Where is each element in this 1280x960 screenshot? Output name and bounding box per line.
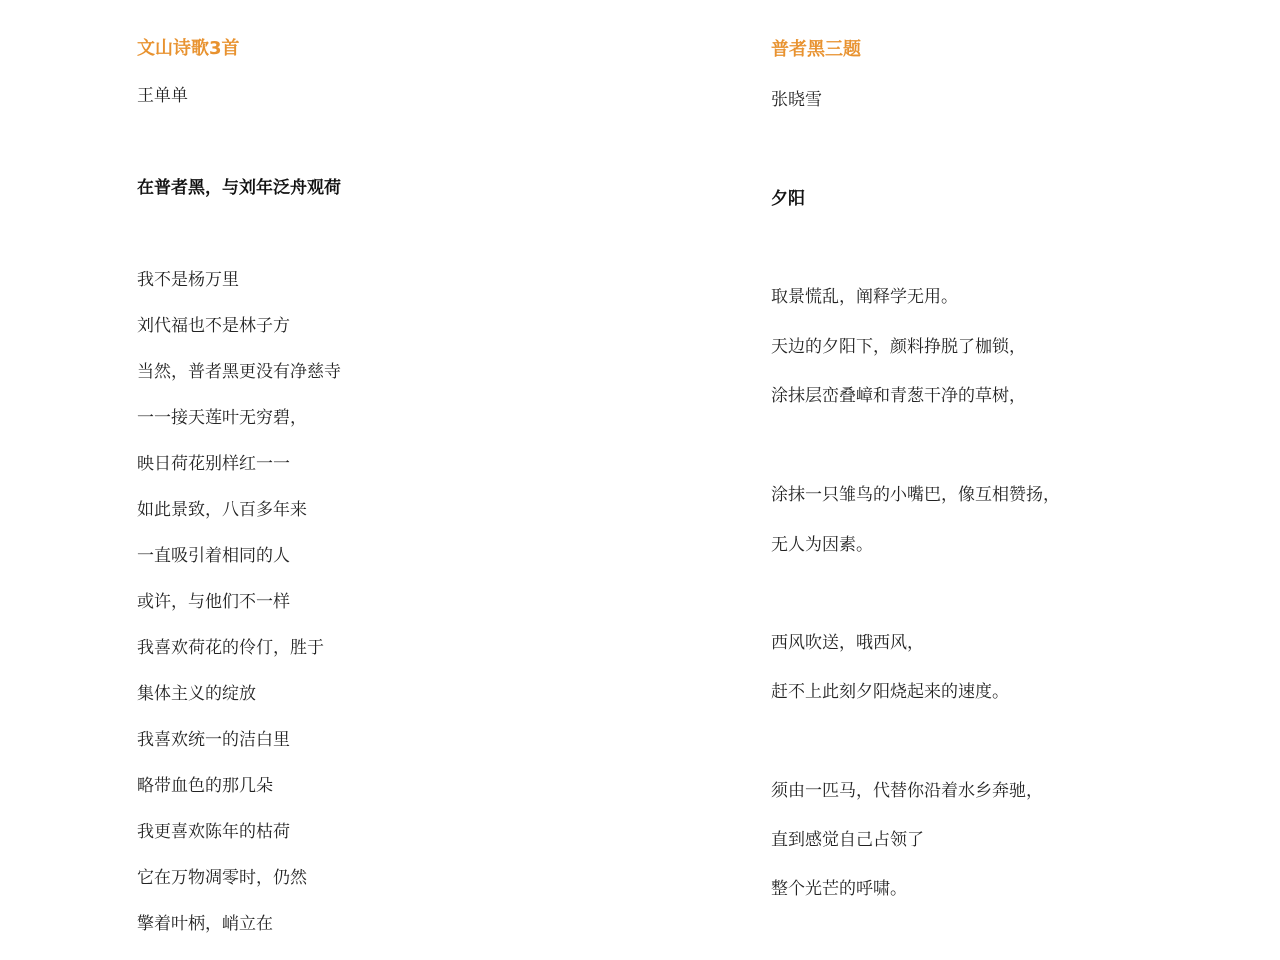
left-poem-line: 集体主义的绽放 [137,684,256,704]
left-poem-line: 或许，与他们不一样 [137,592,290,612]
right-poem-line: 涂抹一只雏鸟的小嘴巴，像互相赞扬， [771,485,1060,505]
right-poem-title: 普者黑三题 [771,39,861,60]
right-poem-line: 涂抹层峦叠嶂和青葱干净的草树， [771,386,1026,406]
left-poem-line: 我不是杨万里 [137,270,239,290]
right-poem-line: 整个光芒的呼啸。 [771,879,907,899]
left-poem-title: 文山诗歌3首 [137,38,240,59]
left-poem-line: 一直吸引着相同的人 [137,546,290,566]
left-poem-line: 当然，普者黑更没有净慈寺 [137,362,341,382]
left-poem-line: 刘代福也不是林子方 [137,316,290,336]
right-poem-subtitle: 夕阳 [771,189,805,209]
left-poem-line: 它在万物凋零时，仍然 [137,868,307,888]
left-poem-line: 如此景致，八百多年来 [137,500,307,520]
left-poem-author: 王单单 [137,86,188,106]
right-poem-author: 张晓雪 [771,90,822,110]
right-poem-line: 西风吹送，哦西风， [771,633,924,653]
right-poem-line: 天边的夕阳下，颜料挣脱了枷锁， [771,337,1026,357]
left-poem-line: 我更喜欢陈年的枯荷 [137,822,290,842]
left-poem-line: 映日荷花别样红一一 [137,454,290,474]
right-poem-line: 直到感觉自己占领了 [771,830,924,850]
left-poem-line: 我喜欢统一的洁白里 [137,730,290,750]
right-poem-line: 须由一匹马，代替你沿着水乡奔驰， [771,781,1043,801]
left-poem-line: 略带血色的那几朵 [137,776,273,796]
right-poem-line: 赶不上此刻夕阳烧起来的速度。 [771,682,1009,702]
left-poem-line: 擎着叶柄，峭立在 [137,914,273,934]
left-poem-subtitle: 在普者黑，与刘年泛舟观荷 [137,178,341,198]
right-poem-line: 无人为因素。 [771,535,873,555]
right-poem-line: 取景慌乱，阐释学无用。 [771,287,958,307]
left-poem-line: 一一接天莲叶无穷碧， [137,408,307,428]
left-poem-line: 我喜欢荷花的伶仃，胜于 [137,638,324,658]
